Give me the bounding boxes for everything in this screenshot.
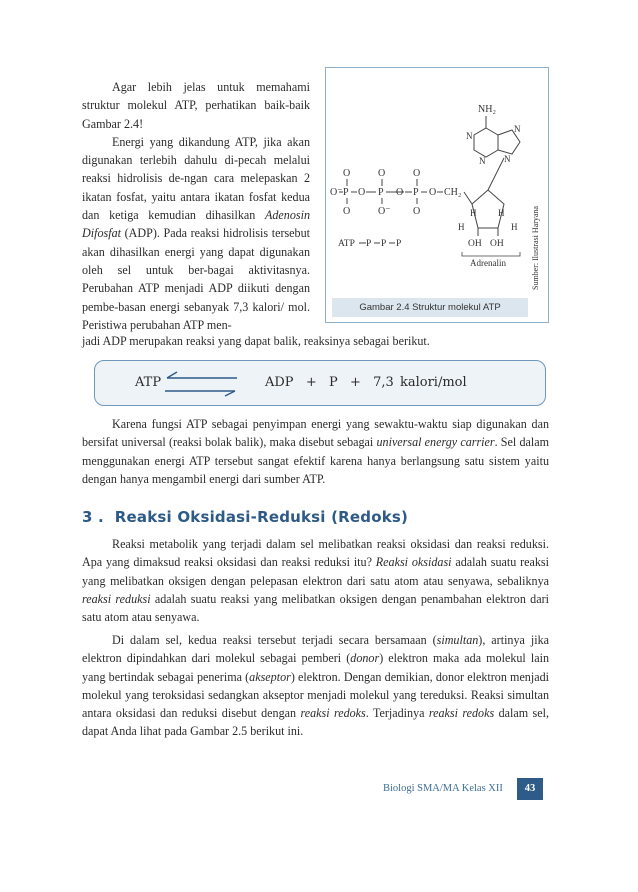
left-column-text [82,78,310,334]
paragraph-energy [82,133,310,334]
italic-term: Reaksi oksidasi [375,555,452,570]
chain-p-3: P [396,239,402,249]
n-label-3: N [514,124,521,134]
oh-label-1: OH [468,239,482,249]
o-top-3: O [413,168,421,179]
text-span: (ADP). Pada reaksi hidrolisis tersebut akan dihasilkan energi yang dapat digunakan oleh sel untuk ber-bagai aktivitasnya. Perubahan ATP menjadi ADP diikuti dengan pembe-basan energi sebanyak 7,3 kalori/ mol. Peristiwa perubahan ATP men- [82,226,310,332]
italic-term: reaksi redoks [300,706,366,721]
paragraph-continuation: jadi ADP merupakan reaksi yang dapat balik, reaksinya sebagai berikut. [82,334,430,348]
o-bottom-2: O⁻ [378,206,391,217]
atp-molecule-diagram [326,68,550,324]
nh2-label: NH₂ [478,104,496,115]
p-3: P [413,187,419,198]
o-start: O⁻ [330,187,343,198]
ch2-label: CH₂ [444,187,462,198]
o-top-2: O [378,168,386,179]
text-span: dalam sel, dapat Anda lihat pada Gambar 2.5 berikut ini. [82,706,549,739]
text-span: adalah suatu reaksi yang melibatkan oksigen dengan penambahan elektron dari satu atom atau senyawa. [82,591,549,625]
text-span: ), artinya jika elektron dipindahkan dari molekul sebagai pemberi ( [82,633,549,666]
text-span: Energi yang dikandung ATP, jika akan digunakan terlebih dahulu di-pecah melalui reaksi hidrolisis de-ngan cara melepaskan 2 ikatan fosfat, yaitu antara ikatan fosfat kedua dan ketiga kemudian dihasilkan [82,134,310,223]
adrenalin-label: Adrenalin [470,258,506,268]
text-span: ) elektron. Dengan demikian, donor elektron menjadi molekul yang teroksidasi sedangkan akseptor menjadi molekul yang tereduksi. Reaksi simultan antara oksidasi dan reduksi disebut dengan [82,669,549,721]
o-link-1: O [358,187,366,198]
o-link-3: O [429,187,437,198]
italic-term: donor [350,651,380,666]
text-span: . Terjadinya [365,706,429,721]
n-label-2: N [479,156,486,166]
text-span: . Sel dalam menggunakan energi ATP tersebut sangat efektif karena hanya berlangsung satu sistem yaitu dengan hanya mengambil energi dari sumber ATP. [82,435,549,486]
n-label-4: N [504,154,511,164]
text-span: Di dalam sel, kedua reaksi tersebut terjadi secara bersamaan ( [112,633,437,647]
section-title: 3 . Reaksi Oksidasi-Reduksi (Redoks) [82,508,409,526]
text-span: Karena fungsi ATP sebagai penyimpan energi yang sewaktu-waktu siap digunakan dan bersifat universal (reaksi bolak balik), maka disebut sebagai [82,417,549,450]
paragraph-intro: Agar lebih jelas untuk memahami struktur molekul ATP, perhatikan baik-baik Gambar 2.4! [82,80,310,131]
o-top-1: O [343,168,351,179]
paragraph-universal-carrier [82,415,549,488]
h-label-3: H [458,222,465,232]
italic-term: reaksi redoks [428,706,495,721]
h-label-4: H [511,222,518,232]
italic-term: reaksi reduksi [82,591,151,606]
text-span: ) elektron maka ada molekul lain yang bertindak sebagai penerima ( [82,651,550,684]
o-bottom-1: O [343,206,351,217]
h-label-1: H [470,208,477,218]
o-bottom-3: O [413,206,421,217]
equation-lhs: ATP [135,375,162,390]
p-2: P [378,187,384,198]
atp-chain-label: ATP [338,239,355,249]
figure-source [530,278,638,290]
o-link-2: O [396,187,404,198]
chain-p-1: P [366,239,372,249]
paragraph-redox-intro [82,535,549,626]
page-number: 43 [517,778,543,800]
text-span: Reaksi metabolik yang terjadi dalam sel melibatkan reaksi oksidasi dan reaksi reduksi. Apa yang dimaksud reaksi oksidasi dan reaksi reduksi itu? [82,537,549,570]
figure-caption: Gambar 2.4 Struktur molekul ATP [332,298,528,317]
p-1: P [343,187,349,198]
oh-label-2: OH [490,239,504,249]
italic-term: universal energy carrier [376,435,495,450]
reversible-arrow-icon [163,371,239,397]
footer-book-title: Biologi SMA/MA Kelas XII [383,783,503,794]
n-label-1: N [466,131,473,141]
chain-p-2: P [381,239,387,249]
paragraph-redox-detail [82,631,549,741]
h-label-2: H [498,208,505,218]
italic-term: akseptor [249,669,291,684]
atp-structure-figure [325,67,549,323]
italic-term: simultan [436,633,479,647]
reaction-equation-box [94,360,546,406]
text-span: adalah suatu reaksi yang melibatkan oksigen dengan pelepasan elektron dari satu atom atau senyawa, sebaliknya [82,555,549,588]
italic-term: Adenosin Difosfat [82,208,310,241]
equation-rhs: ADP + P + 7,3 kalori/mol [265,375,467,390]
